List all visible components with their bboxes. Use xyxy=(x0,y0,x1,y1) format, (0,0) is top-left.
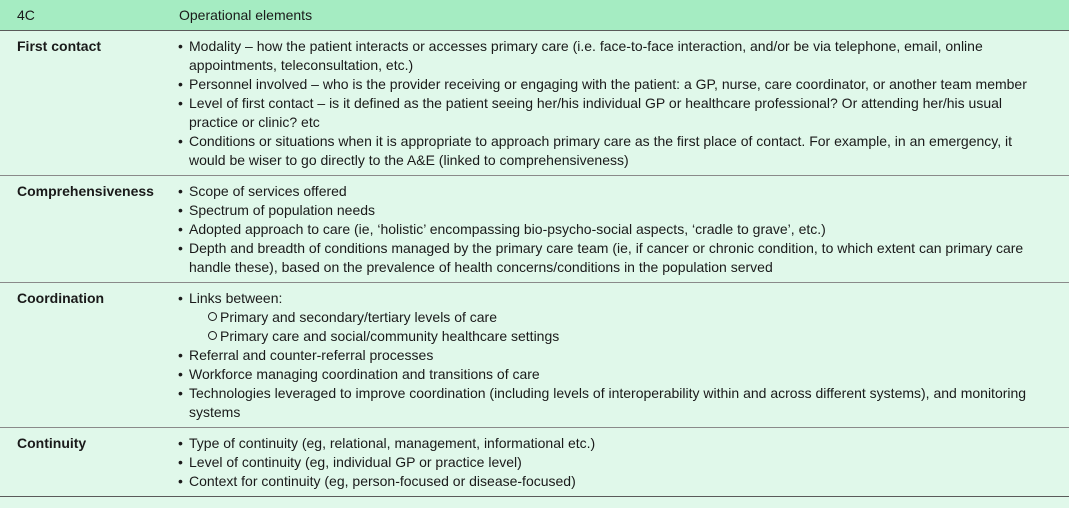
list-item xyxy=(178,289,1049,346)
header-row xyxy=(0,0,1069,31)
sub-list-item: Primary care and social/community healthcare settings xyxy=(189,327,1049,346)
list-item: • Scope of services offered xyxy=(178,182,1049,201)
table-row xyxy=(0,283,1069,428)
row-content-coordination xyxy=(172,283,1069,428)
list-item: • Modality – how the patient interacts or accesses primary care (i.e. face-to-face interaction, and/or be via telephone, email, online appointments, teleconsultation, etc.) xyxy=(178,37,1049,75)
bullet-list xyxy=(178,434,1049,491)
list-item: • Conditions or situations when it is appropriate to approach primary care as the first place of contact. For example, in an emergency, it would be wiser to go directly to the A&E (linked to comprehensiveness) xyxy=(178,132,1049,170)
list-item: • Spectrum of population needs xyxy=(178,201,1049,220)
list-item: • Depth and breadth of conditions managed by the primary care team (ie, if cancer or chronic condition, to which extent can primary care handle these), based on the prevalence of health concerns/conditions in the population served xyxy=(178,239,1049,277)
list-item: • Personnel involved – who is the provider receiving or engaging with the patient: a GP, nurse, care coordinator, or another team member xyxy=(178,75,1049,94)
row-label-comprehensiveness: Comprehensiveness xyxy=(0,176,172,283)
list-item: • Referral and counter-referral processes xyxy=(178,346,1049,365)
row-content-comprehensiveness xyxy=(172,176,1069,283)
list-item: • Type of continuity (eg, relational, management, informational etc.) xyxy=(178,434,1049,453)
row-content-first-contact xyxy=(172,31,1069,176)
header-4c: 4C xyxy=(0,0,172,31)
table-row xyxy=(0,428,1069,497)
row-label-continuity: Continuity xyxy=(0,428,172,497)
list-item: • Workforce managing coordination and transitions of care xyxy=(178,365,1049,384)
sub-list xyxy=(189,308,1049,346)
sub-list-item: Primary and secondary/tertiary levels of care xyxy=(189,308,1049,327)
row-label-first-contact: First contact xyxy=(0,31,172,176)
bullet-list xyxy=(178,289,1049,422)
list-item: • Level of first contact – is it defined as the patient seeing her/his individual GP or healthcare professional? Or attending her/his usual practice or clinic? etc xyxy=(178,94,1049,132)
list-item-text: Links between: xyxy=(189,290,283,306)
bullet-list xyxy=(178,37,1049,170)
row-label-coordination: Coordination xyxy=(0,283,172,428)
row-content-continuity xyxy=(172,428,1069,497)
table-row xyxy=(0,176,1069,283)
list-item: • Technologies leveraged to improve coordination (including levels of interoperability within and across different systems), and monitoring systems xyxy=(178,384,1049,422)
list-item: • Adopted approach to care (ie, ‘holistic’ encompassing bio-psycho-social aspects, ‘cradle to grave’, etc.) xyxy=(178,220,1049,239)
bullet-list xyxy=(178,182,1049,277)
header-operational-elements: Operational elements xyxy=(172,0,1069,31)
list-item: • Context for continuity (eg, person-focused or disease-focused) xyxy=(178,472,1049,491)
table-row xyxy=(0,31,1069,176)
list-item: • Level of continuity (eg, individual GP or practice level) xyxy=(178,453,1049,472)
